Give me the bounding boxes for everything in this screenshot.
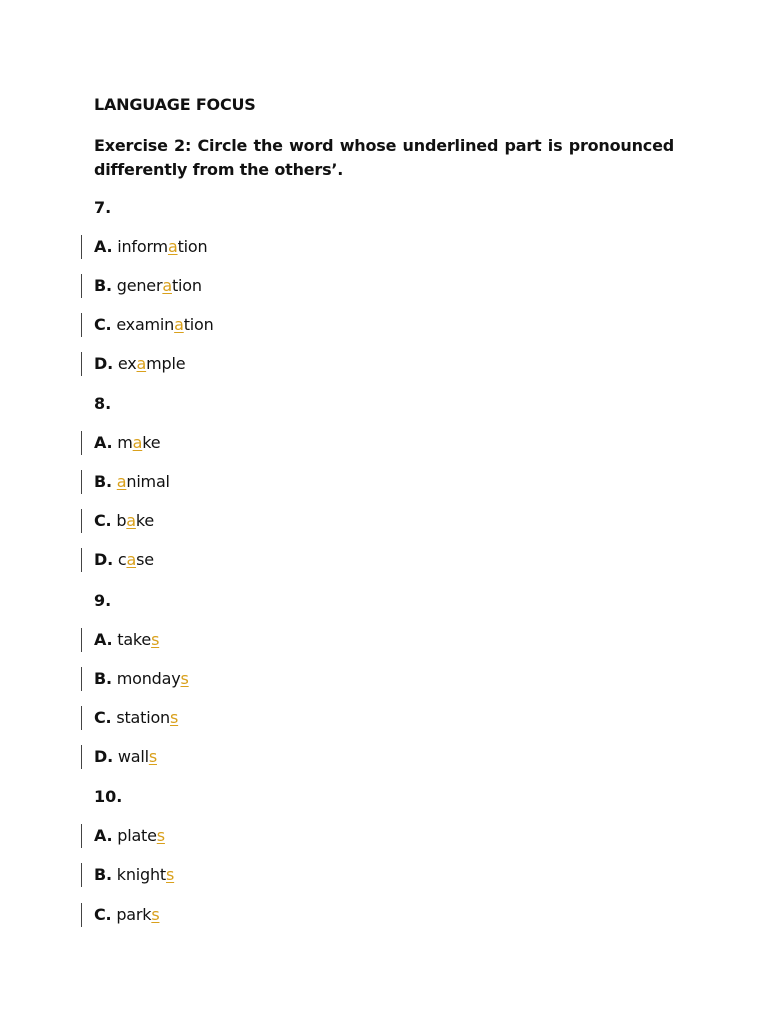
question-number: 10. [94,787,123,806]
answer-option[interactable] [94,826,165,846]
revision-bar [81,352,82,376]
underlined-part: s [166,865,175,884]
option-word: bake [116,511,155,530]
revision-bar [81,745,82,769]
underlined-part: s [151,905,160,924]
option-word: case [117,550,154,569]
option-letter: C. [94,708,112,727]
underlined-part: s [156,826,165,845]
option-word: examination [116,315,214,334]
underlined-part: a [174,315,184,334]
revision-bar [81,235,82,259]
option-letter: C. [94,905,112,924]
revision-bar [81,628,82,652]
underlined-part: s [148,747,157,766]
option-letter: D. [94,354,113,373]
answer-option[interactable] [94,708,178,728]
revision-bar [81,863,82,887]
underlined-part: s [151,630,160,649]
underlined-part: a [132,433,143,452]
answer-option[interactable] [94,511,154,531]
answer-option[interactable] [94,276,202,296]
underlined-part: a [126,511,136,530]
answer-option[interactable] [94,747,157,767]
option-word: generation [116,276,202,295]
option-letter: C. [94,511,112,530]
revision-bar [81,824,82,848]
option-word: stations [116,708,179,727]
option-word: knights [116,865,175,884]
underlined-part: a [162,276,172,295]
option-word: walls [117,747,157,766]
option-letter: C. [94,315,112,334]
option-letter: A. [94,433,113,452]
option-word: example [117,354,186,373]
underlined-part: a [116,472,127,491]
option-word: takes [117,630,160,649]
option-letter: B. [94,276,112,295]
revision-bar [81,274,82,298]
answer-option[interactable] [94,237,207,257]
question-number: 8. [94,394,112,413]
option-letter: A. [94,826,113,845]
underlined-part: a [136,354,147,373]
answer-option[interactable] [94,433,160,453]
question-number: 7. [94,198,112,217]
answer-option[interactable] [94,315,214,335]
underlined-part: s [169,708,179,727]
option-word: make [117,433,161,452]
underlined-part: s [180,669,189,688]
revision-bar [81,431,82,455]
option-letter: A. [94,237,113,256]
revision-bar [81,548,82,572]
revision-bar [81,706,82,730]
revision-bar [81,509,82,533]
underlined-part: a [167,237,178,256]
option-letter: A. [94,630,113,649]
option-word: mondays [116,669,189,688]
revision-bar [81,667,82,691]
revision-bar [81,903,82,927]
answer-option[interactable] [94,630,159,650]
option-letter: B. [94,669,112,688]
revision-bar [81,313,82,337]
option-letter: B. [94,865,112,884]
answer-option[interactable] [94,354,185,374]
option-word: plates [117,826,165,845]
underlined-part: a [126,550,137,569]
answer-option[interactable] [94,669,189,689]
section-heading: LANGUAGE FOCUS [94,95,256,114]
option-word: parks [116,905,160,924]
option-word: information [117,237,208,256]
option-letter: D. [94,747,113,766]
revision-bar [81,470,82,494]
answer-option[interactable] [94,550,154,570]
option-word: animal [116,472,170,491]
answer-option[interactable] [94,905,159,925]
exercise-instruction: Exercise 2: Circle the word whose underlined part is pronounced differently from the others’. [94,136,674,179]
option-letter: D. [94,550,113,569]
question-number: 9. [94,591,112,610]
option-letter: B. [94,472,112,491]
answer-option[interactable] [94,472,170,492]
answer-option[interactable] [94,865,174,885]
